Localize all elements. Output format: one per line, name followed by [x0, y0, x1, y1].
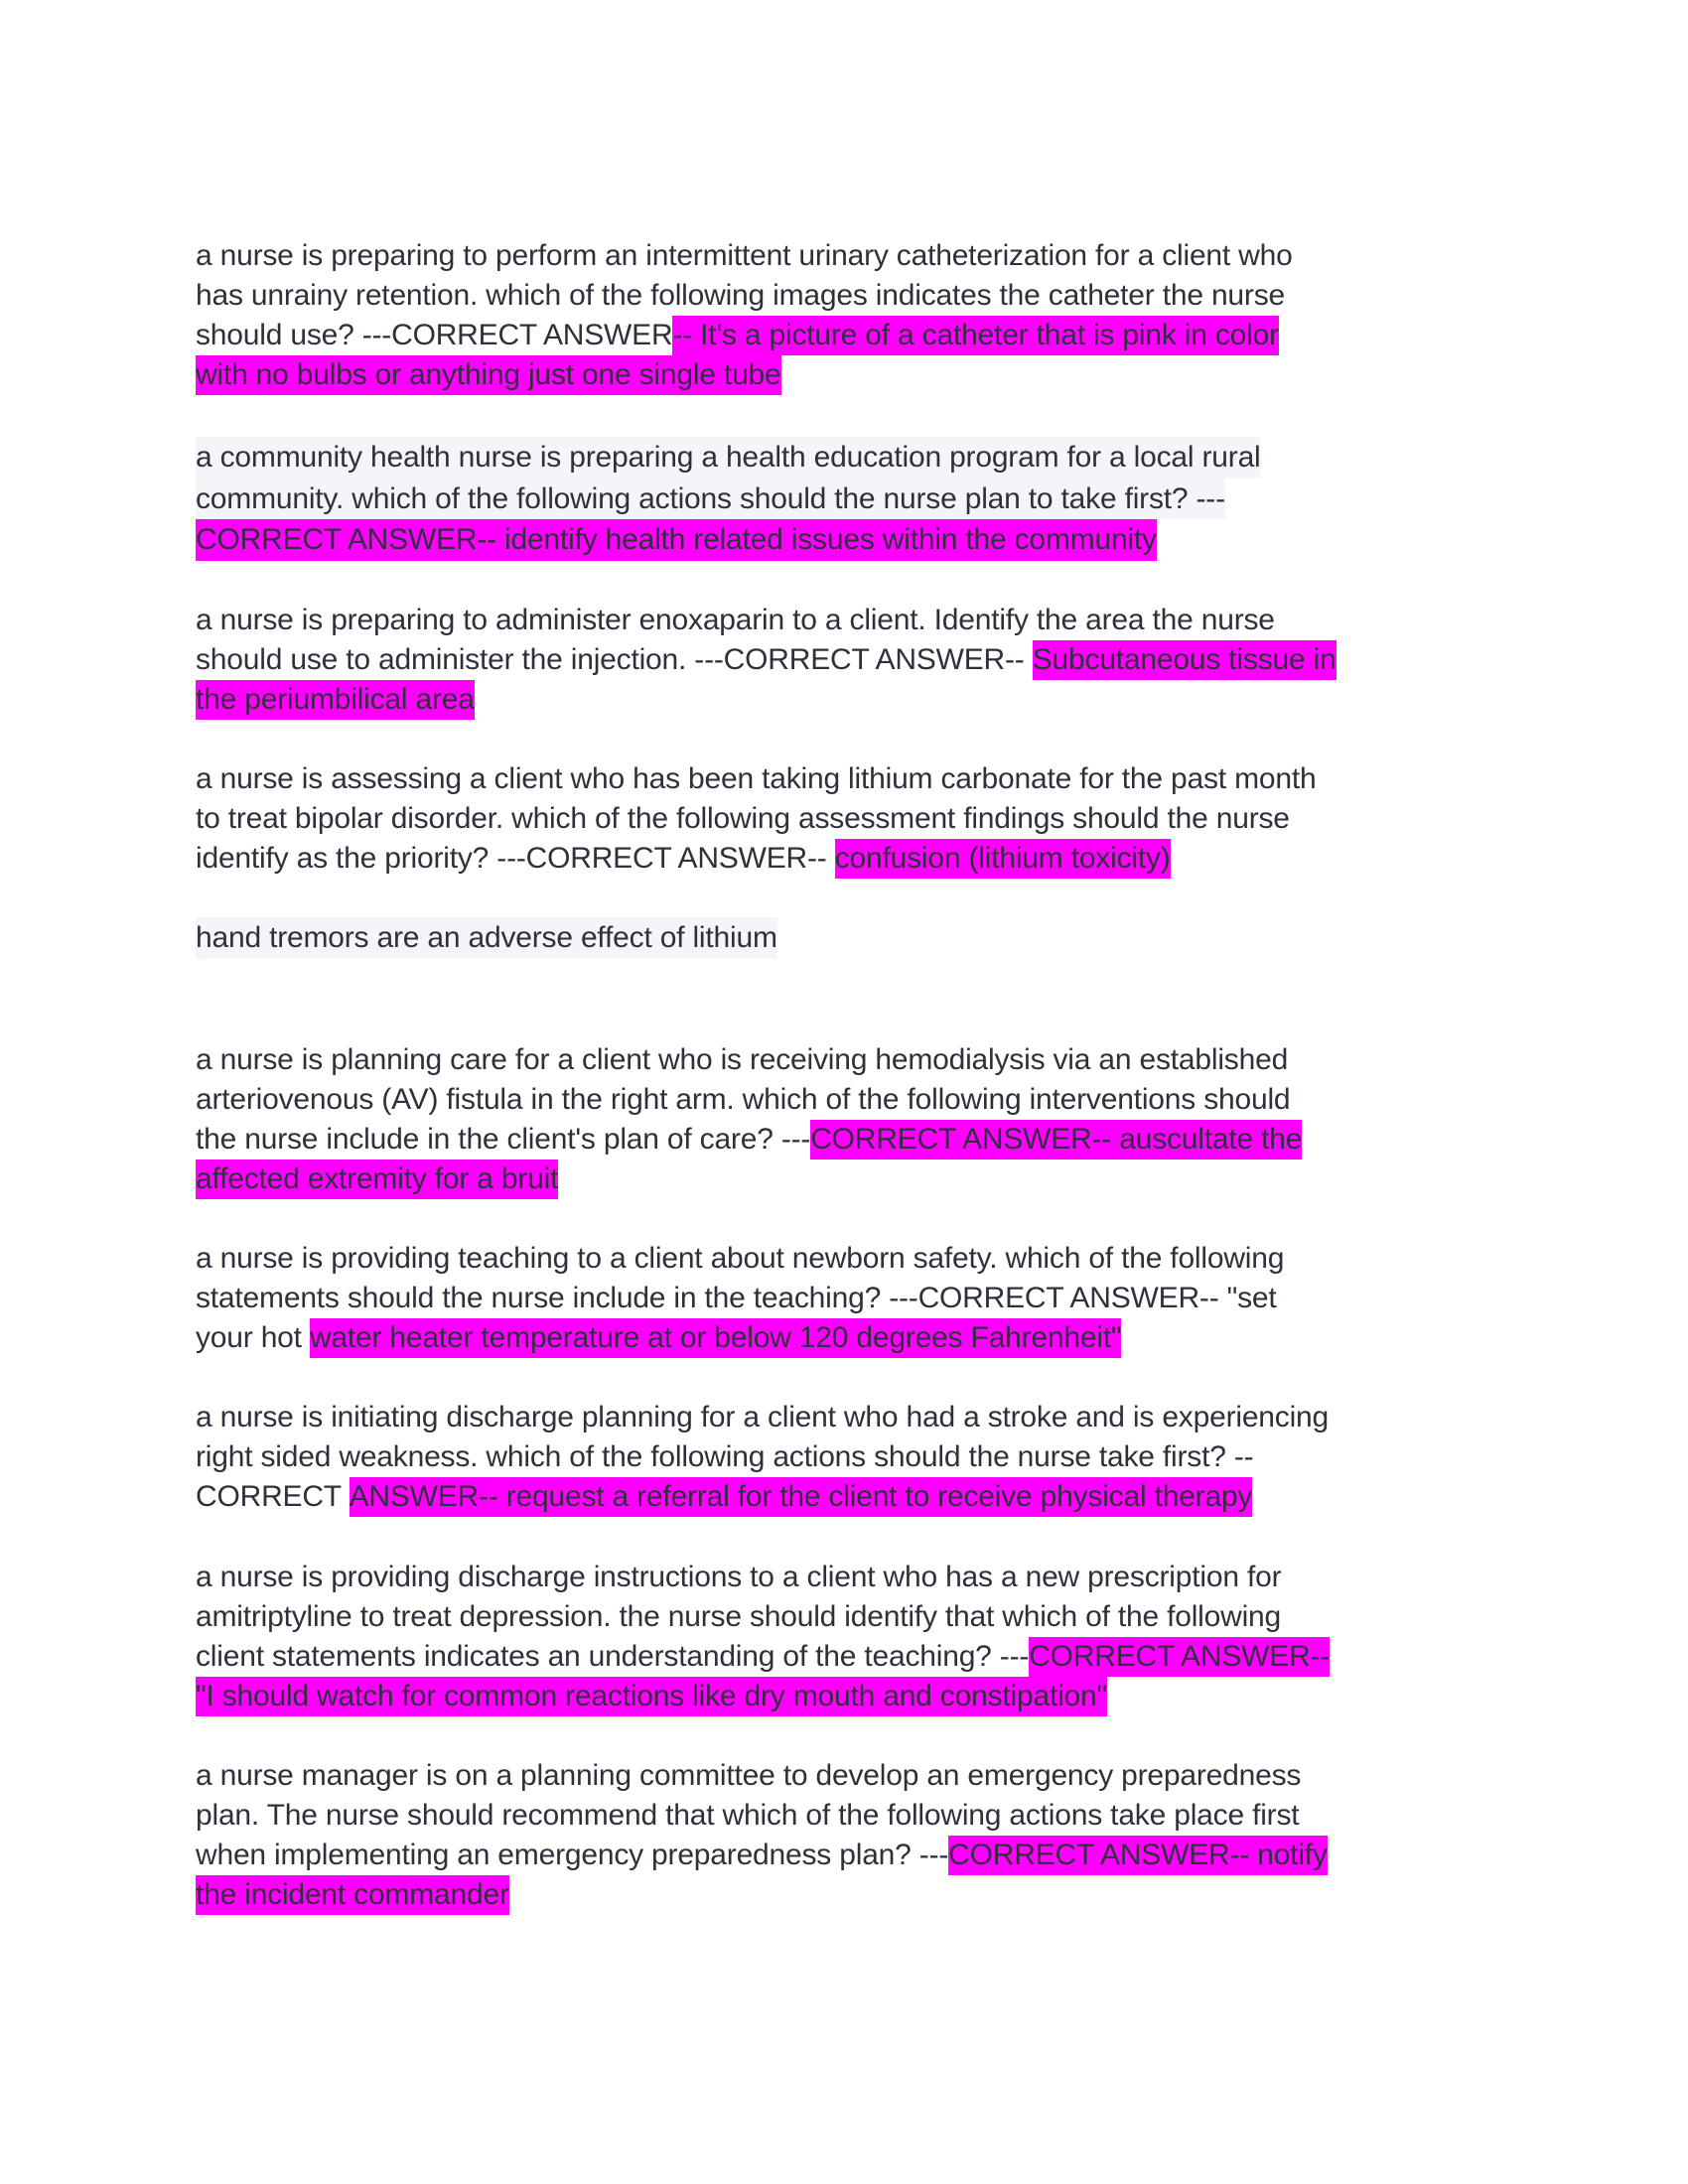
text-line: [196, 799, 1316, 839]
text-line: [196, 1437, 1329, 1477]
text-line: [196, 1279, 1284, 1318]
question-text: when implementing an emergency preparedness plan? ---: [196, 1839, 949, 1871]
text-line: [196, 478, 1261, 520]
text-line: [196, 1677, 1330, 1716]
question-text: amitriptyline to treat depression. the nurse should identify that which of the following: [196, 1600, 1282, 1633]
text-line: [196, 1558, 1330, 1597]
qa-paragraph: [196, 236, 1293, 395]
question-text: to treat bipolar disorder. which of the following assessment findings should the nurse: [196, 802, 1290, 835]
qa-paragraph: [196, 1558, 1330, 1716]
question-text: has unrainy retention. which of the following images indicates the catheter the nurse: [196, 279, 1285, 312]
question-text: a nurse is providing teaching to a client about newborn safety. which of the following: [196, 1242, 1285, 1275]
text-line: [196, 276, 1293, 316]
text-line: [196, 236, 1293, 276]
text-line: [196, 1875, 1328, 1915]
question-text: plan. The nurse should recommend that which of the following actions take place first: [196, 1799, 1300, 1832]
text-line: [196, 1120, 1302, 1160]
text-line: [196, 1477, 1329, 1517]
text-line: [196, 640, 1336, 680]
text-line: [196, 1040, 1302, 1080]
text-line: [196, 601, 1336, 640]
highlighted-answer-text: -- It's a picture of a catheter that is pink in color: [672, 316, 1278, 355]
question-text: hand tremors are an adverse effect of lithium: [196, 917, 777, 959]
highlighted-answer-text: confusion (lithium toxicity): [835, 839, 1171, 879]
question-text: client statements indicates an understanding of the teaching? ---: [196, 1640, 1030, 1673]
text-line: [196, 1160, 1302, 1199]
text-line: [196, 1756, 1328, 1796]
text-line: [196, 1398, 1329, 1437]
qa-paragraph: [196, 1239, 1284, 1358]
text-line: [196, 839, 1316, 879]
text-line: [196, 680, 1336, 720]
question-text: community. which of the following actions should the nurse plan to take first? ---: [196, 478, 1225, 520]
question-text: should use to administer the injection. ---CORRECT ANSWER--: [196, 643, 1033, 676]
text-line: [196, 1318, 1284, 1358]
question-text: a nurse manager is on a planning committee to develop an emergency preparedness: [196, 1759, 1302, 1792]
question-text: a nurse is assessing a client who has been taking lithium carbonate for the past month: [196, 762, 1317, 795]
highlighted-answer-text: the incident commander: [196, 1875, 509, 1915]
qa-paragraph: [196, 759, 1316, 879]
highlighted-answer-text: CORRECT ANSWER-- identify health related issues within the community: [196, 519, 1157, 561]
qa-paragraph: [196, 1398, 1329, 1517]
highlighted-answer-text: ANSWER-- request a referral for the client to receive physical therapy: [350, 1477, 1253, 1517]
question-text: arteriovenous (AV) fistula in the right arm. which of the following interventions should: [196, 1083, 1291, 1116]
question-text: a nurse is initiating discharge planning for a client who had a stroke and is experiencing: [196, 1401, 1330, 1433]
highlighted-answer-text: Subcutaneous tissue in: [1033, 640, 1336, 680]
qa-paragraph: [196, 1756, 1328, 1915]
highlighted-answer-text: CORRECT ANSWER-- auscultate the: [810, 1120, 1302, 1160]
text-line: [196, 917, 777, 959]
highlighted-answer-text: the periumbilical area: [196, 680, 475, 720]
question-text: right sided weakness. which of the following actions should the nurse take first? --: [196, 1440, 1254, 1473]
question-text: a nurse is preparing to administer enoxaparin to a client. Identify the area the nurse: [196, 604, 1275, 636]
text-line: [196, 1239, 1284, 1279]
highlighted-answer-text: CORRECT ANSWER-- notify: [948, 1836, 1328, 1875]
question-text: a community health nurse is preparing a health education program for a local rural: [196, 437, 1261, 478]
text-line: [196, 1597, 1330, 1637]
question-text: CORRECT: [196, 1480, 350, 1513]
highlighted-answer-text: affected extremity for a bruit: [196, 1160, 558, 1199]
text-line: [196, 437, 1261, 478]
highlighted-answer-text: water heater temperature at or below 120 degrees Fahrenheit": [310, 1318, 1121, 1358]
question-text: identify as the priority? ---CORRECT ANSWER--: [196, 842, 835, 875]
question-text: should use? ---CORRECT ANSWER: [196, 319, 673, 351]
qa-paragraph: [196, 1040, 1302, 1199]
text-line: [196, 1080, 1302, 1120]
qa-paragraph: [196, 601, 1336, 720]
highlighted-answer-text: with no bulbs or anything just one single tube: [196, 355, 781, 395]
question-text: statements should the nurse include in the teaching? ---CORRECT ANSWER-- "set: [196, 1282, 1277, 1314]
question-text: a nurse is providing discharge instructions to a client who has a new prescription for: [196, 1561, 1282, 1593]
highlighted-answer-text: CORRECT ANSWER--: [1029, 1637, 1330, 1677]
text-line: [196, 316, 1293, 355]
question-text: your hot: [196, 1321, 310, 1354]
text-line: [196, 519, 1261, 561]
question-text: the nurse include in the client's plan of care? ---: [196, 1123, 811, 1156]
highlighted-answer-text: "I should watch for common reactions like dry mouth and constipation": [196, 1677, 1107, 1716]
text-line: [196, 1637, 1330, 1677]
text-line: [196, 355, 1293, 395]
question-text: a nurse is planning care for a client who is receiving hemodialysis via an established: [196, 1043, 1289, 1076]
qa-paragraph: [196, 437, 1261, 561]
text-line: [196, 759, 1316, 799]
question-text: a nurse is preparing to perform an intermittent urinary catheterization for a client who: [196, 239, 1293, 272]
qa-paragraph: [196, 917, 777, 959]
text-line: [196, 1836, 1328, 1875]
text-line: [196, 1796, 1328, 1836]
